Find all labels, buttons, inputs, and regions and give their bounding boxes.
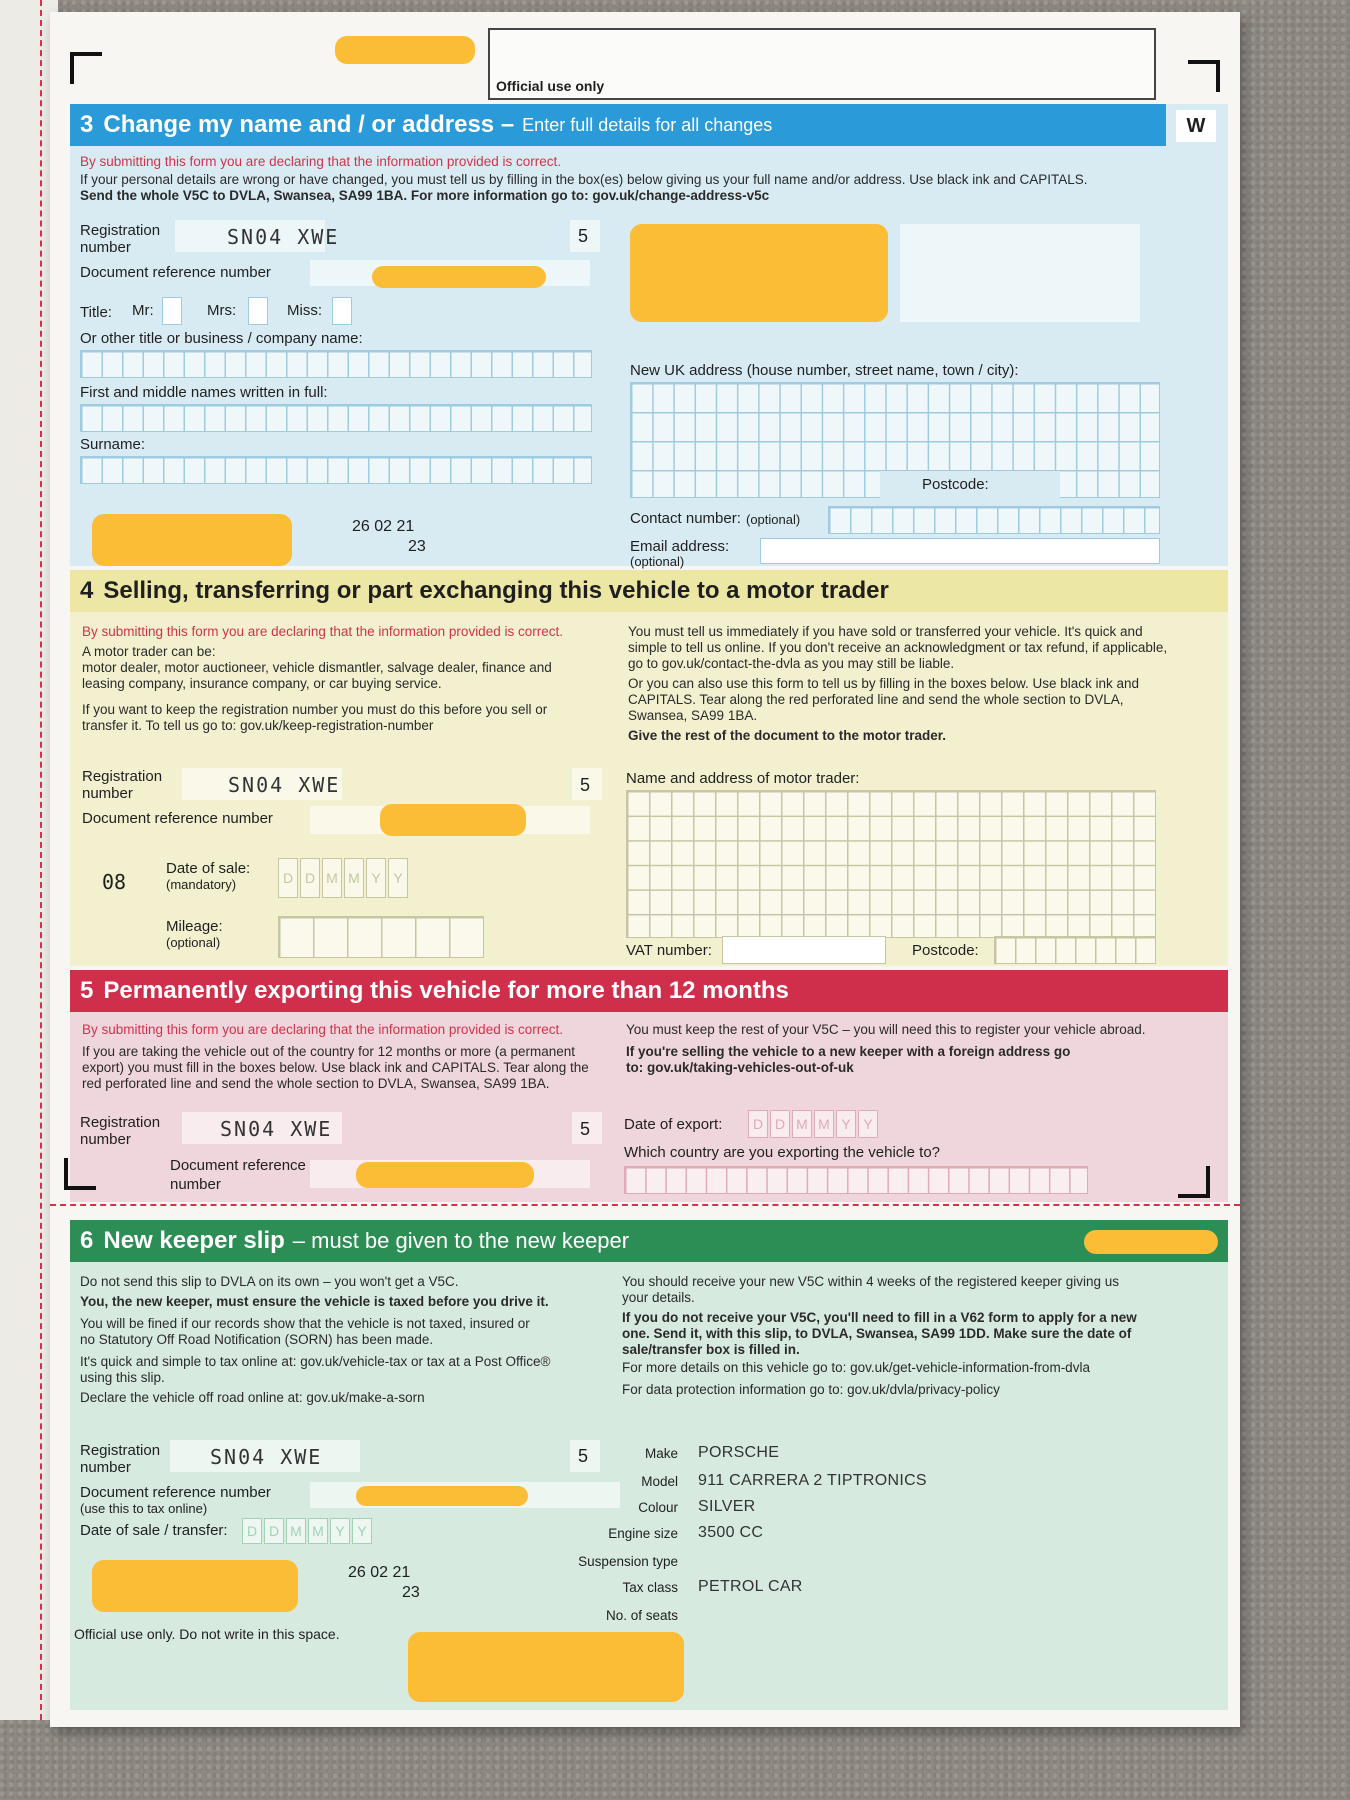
- date-of-sale-label: Date of sale:: [166, 860, 251, 877]
- export-country-label: Which country are you exporting the vehicle to?: [624, 1144, 941, 1161]
- postcode-label: Postcode:: [922, 476, 989, 493]
- slip-info: If you do not receive your V5C, you'll need to fill in a V62 form to apply for a new one. Send it, with this slip, to DVLA, Swansea, SA99 1DD. Make sure the date of sale/transfer box is filled in.: [622, 1310, 1137, 1357]
- date-of-sale-input[interactable]: D D M M Y Y: [278, 858, 410, 898]
- slip-note: It's quick and simple to tax online at: gov.uk/vehicle-tax or tax at a Post Office® using this slip.: [80, 1354, 551, 1385]
- official-use-note: Official use only. Do not write in this space.: [74, 1626, 340, 1642]
- redaction: [630, 224, 888, 322]
- section-3-header: [70, 104, 1166, 146]
- date-code-2: 23: [402, 1584, 420, 1601]
- trader-definition-heading: A motor trader can be:: [82, 644, 216, 659]
- export-instructions: If you are taking the vehicle out of the country for 12 months or more (a permanent export) you must fill in the boxes below. Use black ink and CAPITALS. Tear along the red perforated line and send the whole section to DVLA, Swansea, SA99 1BA.: [82, 1044, 589, 1091]
- contact-label: Contact number:: [630, 510, 741, 527]
- check-digit: 5: [578, 1446, 589, 1466]
- section-6: [70, 1220, 1228, 1710]
- crop-mark: [64, 1158, 96, 1190]
- redaction: [380, 804, 526, 836]
- redaction: [356, 1486, 528, 1506]
- date-of-export-label: Date of export:: [624, 1116, 723, 1133]
- model-value: 911 CARRERA 2 TIPTRONICS: [698, 1472, 927, 1489]
- trader-name-input[interactable]: [626, 790, 1156, 938]
- check-digit: 5: [580, 775, 591, 795]
- slip-note: You, the new keeper, must ensure the vehicle is taxed before you drive it.: [80, 1294, 549, 1309]
- registration-value: SN04 XWE: [210, 1445, 323, 1469]
- slip-note: You will be fined if our records show that the vehicle is not taxed, insured or no Statutory Off Road Notification (SORN) has been made.: [80, 1316, 530, 1347]
- section-title: Selling, transferring or part exchanging this vehicle to a motor trader: [103, 577, 889, 604]
- right-text: Give the rest of the document to the motor trader.: [628, 728, 947, 743]
- intro-text: Send the whole V5C to DVLA, Swansea, SA99 1BA. For more information go to: gov.uk/change-address-v5c: [80, 188, 770, 203]
- date-of-sale-mandatory: (mandatory): [166, 877, 237, 892]
- section-subtitle: Enter full details for all changes: [522, 114, 773, 135]
- postcode-label: Postcode:: [912, 942, 979, 959]
- colour-value: SILVER: [698, 1498, 756, 1515]
- redaction: [372, 266, 546, 288]
- registration-value: SN04 XWE: [227, 225, 340, 249]
- slip-note: Declare the vehicle off road online at: gov.uk/make-a-sorn: [80, 1390, 425, 1405]
- date-of-export-input[interactable]: D D M M Y Y: [748, 1110, 880, 1138]
- section-subtitle: – must be given to the new keeper: [292, 1228, 630, 1253]
- section-title: Change my name and / or address –: [103, 111, 515, 138]
- email-input[interactable]: [760, 538, 1160, 564]
- declaration: By submitting this form you are declaring that the information provided is correct.: [80, 154, 561, 169]
- document-reference-note: (use this to tax online): [80, 1501, 208, 1516]
- email-optional: (optional): [630, 554, 685, 569]
- tax-class-label: Tax class: [622, 1580, 678, 1595]
- trader-name-label: Name and address of motor trader:: [626, 770, 860, 787]
- first-names-input[interactable]: [80, 404, 592, 432]
- export-country-input[interactable]: [624, 1166, 1088, 1194]
- registration-value: SN04 XWE: [220, 1117, 333, 1141]
- other-title-input[interactable]: [80, 350, 592, 378]
- date-code: 26 02 21: [348, 1564, 411, 1581]
- redaction: [92, 1560, 298, 1612]
- check-digit: 5: [580, 1119, 591, 1139]
- title-label: Title:: [80, 304, 112, 321]
- date-of-sale-input[interactable]: D D M M Y Y: [242, 1518, 374, 1544]
- right-text: You must keep the rest of your V5C – you will need this to register your vehicle abroad.: [626, 1022, 1146, 1037]
- section-number: 6: [80, 1227, 94, 1254]
- slip-info: For more details on this vehicle go to: gov.uk/get-vehicle-information-from-dvla: [622, 1360, 1090, 1375]
- registration-label: Registration number: [80, 1114, 161, 1148]
- surname-input[interactable]: [80, 456, 592, 484]
- title-mrs-label: Mrs:: [207, 302, 237, 319]
- section-number: 4: [80, 577, 94, 604]
- registration-value: SN04 XWE: [228, 773, 341, 797]
- sale-code: 08: [102, 870, 127, 894]
- declaration: By submitting this form you are declaring that the information provided is correct.: [82, 624, 563, 639]
- slip-info: For data protection information go to: gov.uk/dvla/privacy-policy: [622, 1382, 1000, 1397]
- right-text: If you're selling the vehicle to a new keeper with a foreign address go to: gov.uk/taking-vehicles-out-of-uk: [626, 1044, 1071, 1075]
- title-miss-checkbox[interactable]: [332, 297, 352, 325]
- slip-info: You should receive your new V5C within 4 weeks of the registered keeper giving us your details.: [622, 1274, 1120, 1305]
- registration-label: Registration number: [80, 1442, 161, 1476]
- address-backdrop: [900, 224, 1140, 322]
- document-reference-label: Document reference number: [80, 1484, 271, 1501]
- keep-registration-note: If you want to keep the registration number you must do this before you sell or transfer it. To tell us go to: gov.uk/keep-registration-number: [82, 702, 548, 733]
- section-5-header: [70, 970, 1228, 1012]
- title-mrs-checkbox[interactable]: [248, 297, 268, 325]
- seats-label: No. of seats: [605, 1608, 678, 1623]
- date-code: 26 02 21: [352, 518, 415, 535]
- intro-text: If your personal details are wrong or have changed, you must tell us by filling in the box(es) below giving us your full name and/or address. Use black ink and CAPITALS.: [80, 172, 1088, 187]
- make-value: PORSCHE: [698, 1444, 780, 1461]
- mileage-optional: (optional): [166, 935, 221, 950]
- section-6-header: [70, 1220, 1228, 1262]
- suspension-type-label: Suspension type: [578, 1554, 678, 1569]
- registration-label: Registration number: [80, 222, 161, 256]
- contact-input[interactable]: [828, 506, 1160, 534]
- section-number: 5: [80, 977, 94, 1004]
- mileage-label: Mileage:: [166, 918, 223, 935]
- section-number: 3: [80, 111, 94, 138]
- date-of-sale-label: Date of sale / transfer:: [80, 1522, 228, 1539]
- colour-label: Colour: [638, 1500, 678, 1515]
- date-code-2: 23: [408, 538, 426, 555]
- engine-size-label: Engine size: [608, 1526, 678, 1541]
- tax-class-value: PETROL CAR: [698, 1578, 803, 1595]
- section-title: New keeper slip: [103, 1227, 285, 1254]
- document-reference-label: Document reference number: [80, 264, 271, 281]
- mileage-input[interactable]: [278, 916, 484, 958]
- crop-mark: [70, 52, 102, 84]
- declaration: By submitting this form you are declaring that the information provided is correct.: [82, 1022, 563, 1037]
- make-label: Make: [644, 1446, 678, 1461]
- title-mr-label: Mr:: [132, 302, 154, 319]
- email-label: Email address:: [630, 538, 730, 555]
- trader-postcode-input[interactable]: [994, 936, 1156, 964]
- right-text: Or you can also use this form to tell us by filling in the boxes below. Use black ink and CAPITALS. Tear along the red perforated line and send the whole section to DVLA, Swansea, SA99 1BA.: [628, 676, 1140, 723]
- page-letter: W: [1176, 110, 1216, 142]
- title-miss-label: Miss:: [287, 302, 322, 319]
- redaction: [1084, 1230, 1218, 1254]
- crop-mark: [1188, 60, 1220, 92]
- other-title-label: Or other title or business / company name:: [80, 330, 363, 347]
- registration-label: Registration number: [82, 768, 163, 802]
- section-3: [70, 104, 1228, 569]
- engine-size-value: 3500 CC: [698, 1524, 764, 1541]
- document-reference-label: Document reference number: [82, 810, 273, 827]
- section-4-header: [70, 570, 1228, 612]
- document-reference-label: Document reference number: [170, 1157, 306, 1193]
- new-address-label: New UK address (house number, street name, town / city):: [630, 362, 1019, 379]
- section-5: [70, 970, 1228, 1202]
- redaction: [408, 1632, 684, 1702]
- right-text: You must tell us immediately if you have sold or transferred your vehicle. It's quick and simple to tell us online. If you don't receive an acknowledgment or tax refund, if applicable, go to gov.uk/contact-the-dvla as you may still be liable.: [628, 624, 1168, 671]
- official-use-label: Official use only: [496, 78, 605, 94]
- redaction: [335, 36, 475, 64]
- crop-mark: [1178, 1166, 1210, 1198]
- trader-definition: motor dealer, motor auctioneer, vehicle dismantler, salvage dealer, finance and leasing company, insurance company, or car buying service.: [82, 660, 552, 691]
- official-use-box: [488, 28, 1156, 100]
- section-4: [70, 570, 1228, 966]
- surname-label: Surname:: [80, 436, 146, 453]
- slip-note: Do not send this slip to DVLA on its own – you won't get a V5C.: [80, 1274, 459, 1289]
- section-title: Permanently exporting this vehicle for more than 12 months: [103, 977, 789, 1004]
- vat-input[interactable]: [722, 936, 886, 964]
- model-label: Model: [641, 1474, 678, 1489]
- contact-optional: (optional): [746, 512, 801, 527]
- title-mr-checkbox[interactable]: [162, 297, 182, 325]
- first-names-label: First and middle names written in full:: [80, 384, 328, 401]
- perforated-line: [50, 1204, 1240, 1206]
- check-digit: 5: [578, 226, 589, 246]
- v5c-sheet: [50, 12, 1240, 1727]
- vat-label: VAT number:: [626, 942, 712, 959]
- redaction: [356, 1162, 534, 1188]
- redaction: [92, 514, 292, 566]
